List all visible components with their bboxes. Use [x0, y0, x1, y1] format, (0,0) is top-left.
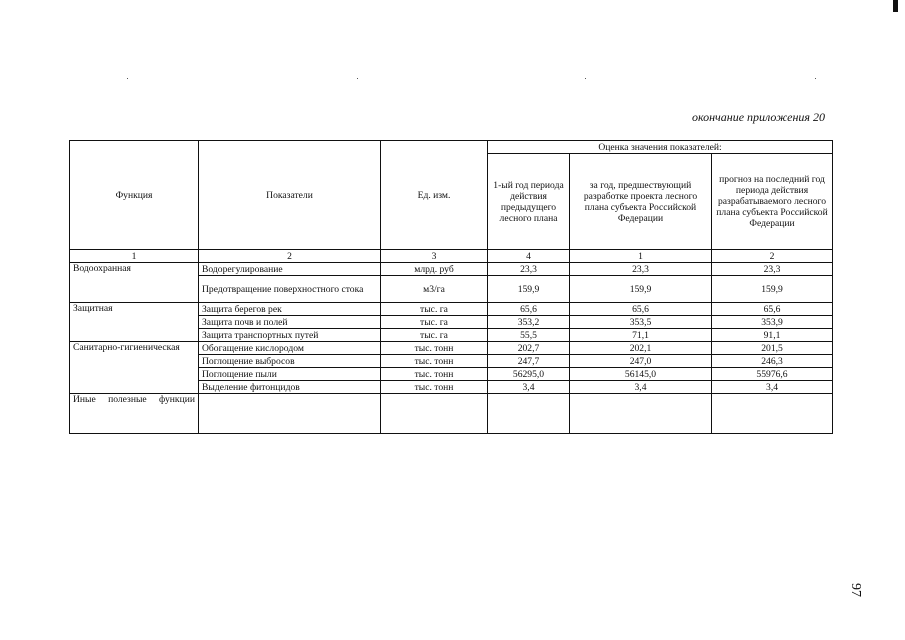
unit-cell: тыс. тонн: [381, 381, 488, 394]
value-cell: 353,5: [570, 316, 712, 329]
function-sanitary: Санитарно-гигиеническая: [70, 342, 199, 394]
empty-cell: [199, 394, 381, 434]
unit-cell: тыс. га: [381, 329, 488, 342]
header-prev-year: за год, предшествующий разработке проекта лесного плана субъекта Российской Федерации: [570, 154, 712, 250]
unit-cell: тыс. тонн: [381, 368, 488, 381]
col-number: 3: [381, 250, 488, 263]
value-cell: 3,4: [570, 381, 712, 394]
header-indicators: Показатели: [199, 141, 381, 250]
value-cell: 65,6: [712, 303, 833, 316]
value-cell: 201,5: [712, 342, 833, 355]
value-cell: 55976,6: [712, 368, 833, 381]
unit-cell: м3/га: [381, 276, 488, 303]
scan-edge-mark: [893, 0, 898, 12]
value-cell: 353,9: [712, 316, 833, 329]
indicator-cell: Водорегулирование: [199, 263, 381, 276]
header-unit: Ед. изм.: [381, 141, 488, 250]
value-cell: 202,7: [488, 342, 570, 355]
indicators-table: [69, 140, 833, 434]
unit-cell: тыс. га: [381, 303, 488, 316]
table-row: [70, 303, 833, 316]
value-cell: 159,9: [712, 276, 833, 303]
header-forecast: прогноз на последний год периода действия разрабатываемого лесного плана субъекта Российской Федерации: [712, 154, 833, 250]
function-protective: Защитная: [70, 303, 199, 342]
function-other: Иные полезные функции: [70, 394, 199, 434]
col-number: 2: [199, 250, 381, 263]
value-cell: 91,1: [712, 329, 833, 342]
unit-cell: млрд. руб: [381, 263, 488, 276]
empty-cell: [381, 394, 488, 434]
value-cell: 56145,0: [570, 368, 712, 381]
col-number: 2: [712, 250, 833, 263]
col-number: 1: [70, 250, 199, 263]
indicator-cell: Защита транспортных путей: [199, 329, 381, 342]
table-row: [70, 394, 833, 434]
empty-cell: [570, 394, 712, 434]
indicator-cell: Обогащение кислородом: [199, 342, 381, 355]
value-cell: 353,2: [488, 316, 570, 329]
value-cell: 247,7: [488, 355, 570, 368]
table-row: [70, 342, 833, 355]
value-cell: 159,9: [570, 276, 712, 303]
col-number: 1: [570, 250, 712, 263]
indicator-cell: Защита берегов рек: [199, 303, 381, 316]
value-cell: 23,3: [488, 263, 570, 276]
function-water: Водоохранная: [70, 263, 199, 303]
appendix-subtitle: окончание приложения 20: [691, 110, 825, 124]
indicator-cell: Защита почв и полей: [199, 316, 381, 329]
indicator-cell: Поглощение выбросов: [199, 355, 381, 368]
value-cell: 202,1: [570, 342, 712, 355]
unit-cell: тыс. га: [381, 316, 488, 329]
scan-dot: [127, 78, 128, 79]
scan-dot: [357, 78, 358, 79]
empty-cell: [488, 394, 570, 434]
value-cell: 56295,0: [488, 368, 570, 381]
table-row: [70, 263, 833, 276]
scan-dot: [585, 78, 586, 79]
header-assessment: Оценка значения показателей:: [488, 141, 833, 154]
indicator-cell: Предотвращение поверхностного стока: [199, 276, 381, 303]
value-cell: 65,6: [488, 303, 570, 316]
value-cell: 23,3: [570, 263, 712, 276]
unit-cell: тыс. тонн: [381, 355, 488, 368]
value-cell: 55,5: [488, 329, 570, 342]
unit-cell: тыс. тонн: [381, 342, 488, 355]
value-cell: 23,3: [712, 263, 833, 276]
page-number: 97: [848, 583, 863, 597]
indicator-cell: Выделение фитонцидов: [199, 381, 381, 394]
col-number: 4: [488, 250, 570, 263]
empty-cell: [712, 394, 833, 434]
scan-dot: [815, 78, 816, 79]
value-cell: 159,9: [488, 276, 570, 303]
header-function: Функция: [70, 141, 199, 250]
value-cell: 246,3: [712, 355, 833, 368]
header-first-year: 1-ый год периода действия предыдущего лесного плана: [488, 154, 570, 250]
indicator-cell: Поглощение пыли: [199, 368, 381, 381]
value-cell: 3,4: [712, 381, 833, 394]
value-cell: 247,0: [570, 355, 712, 368]
value-cell: 65,6: [570, 303, 712, 316]
value-cell: 3,4: [488, 381, 570, 394]
value-cell: 71,1: [570, 329, 712, 342]
